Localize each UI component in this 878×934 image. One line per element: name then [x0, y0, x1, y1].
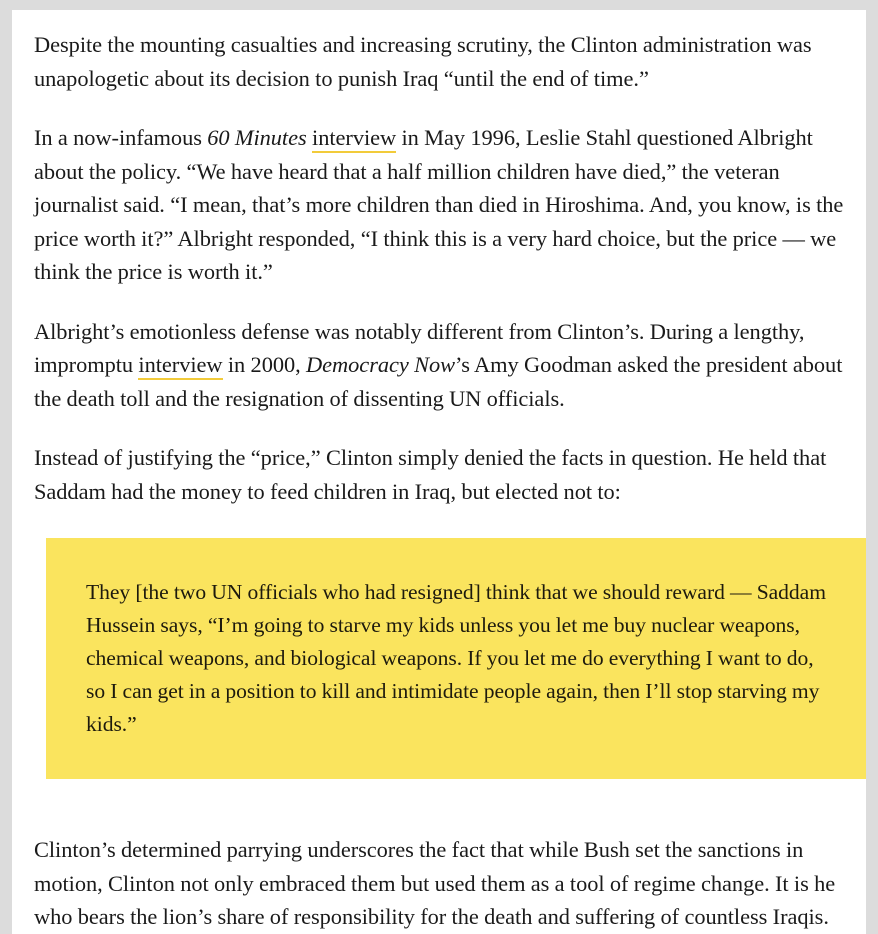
article-page: [12, 10, 866, 934]
paragraph-clinton-determined-parrying: [34, 833, 846, 934]
pullquote-highlight-block: [46, 538, 866, 779]
interview-link-2000[interactable]: interview: [138, 352, 222, 380]
publication-title-democracy-now: Democracy Now: [306, 352, 456, 377]
paragraph-despite-mounting-casualties: [34, 28, 846, 95]
paragraph-text: Despite the mounting casualties and increasing scrutiny, the Clinton administration was unapologetic about its decision to punish Iraq “until the end of time.”: [34, 32, 812, 91]
text-run: Albright’s emotionless defense was notably different from Clinton’s. During a lengthy, impromptu: [34, 318, 805, 377]
article-body: [34, 28, 846, 934]
paragraph-60-minutes-interview: [34, 121, 846, 289]
pullquote-text: They [the two UN officials who had resigned] think that we should reward — Saddam Hussein says, “I’m going to starve my kids unless you let me buy nuclear weapons, chemical weapons, and biological weapons. If you let me do everything I want to do, so I can get in a position to kill and intimidate people again, then I’ll stop starving my kids.”: [86, 580, 826, 736]
paragraph-text: Clinton’s determined parrying underscores the fact that while Bush set the sanctions in motion, Clinton not only embraced them but used them as a tool of regime change. It is he who bears the lion’s share of responsibility for the death and suffering of countless Iraqis.: [34, 837, 836, 929]
publication-title-60-minutes: 60 Minutes: [207, 125, 307, 150]
text-run: In a now-infamous: [34, 125, 208, 150]
paragraph-instead-of-justifying: [34, 441, 846, 508]
paragraph-albright-emotionless-defense: [34, 315, 846, 416]
text-run: in 2000,: [222, 352, 307, 377]
interview-link-may-1996[interactable]: interview: [312, 125, 396, 153]
paragraph-text: Instead of justifying the “price,” Clinton simply denied the facts in question. He held that Saddam had the money to feed children in Iraq, but elected not to:: [34, 445, 827, 504]
text-run: ’s Amy Goodman asked the president about the death toll and the resignation of dissenting UN officials.: [34, 352, 843, 411]
text-run: in May 1996, Leslie Stahl questioned Albright about the policy. “We have heard that a half million children have died,” the veteran journalist said. “I mean, that’s more children than died in Hiroshima. And, you know, is the price worth it?” Albright responded, “I think this is a very hard choice, but the price — we think the price is worth it.”: [34, 125, 844, 284]
pullquote-bottom-spacer: [34, 813, 846, 833]
